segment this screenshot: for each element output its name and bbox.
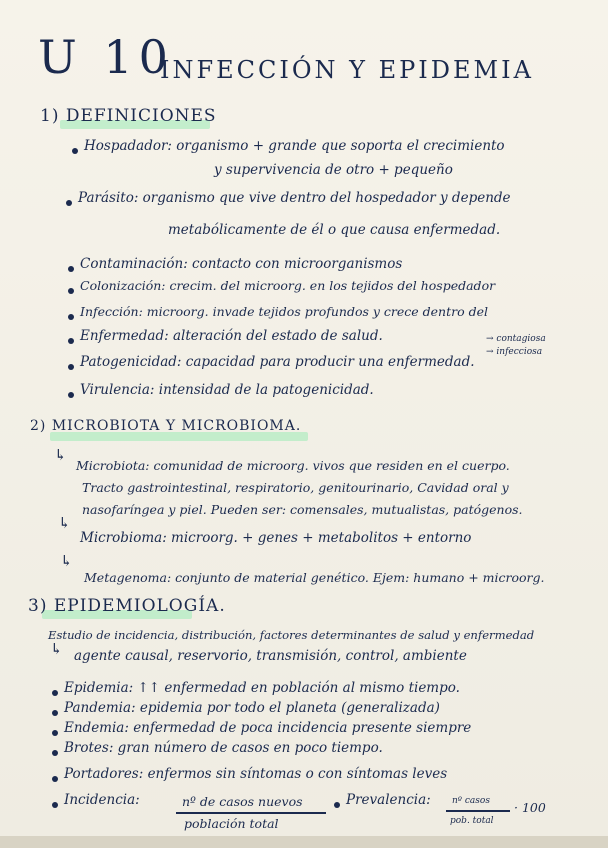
def-parasito-line2: metabólicamente de él o que causa enfermedad.	[168, 222, 501, 238]
prevalencia-numerator: nº casos	[452, 796, 490, 806]
page-bottom-edge	[0, 836, 608, 848]
def-infeccion: Infección: microorg. invade tejidos profundos y crece dentro del	[80, 304, 488, 319]
section-3-heading: 3) EPIDEMIOLOGÍA.	[28, 596, 226, 616]
def-colonizacion: Colonización: crecim. del microorg. en los tejidos del hospedador	[80, 278, 496, 293]
enfermedad-contagiosa: → contagiosa	[486, 334, 546, 344]
bullet	[52, 802, 58, 808]
def-metagenoma: Metagenoma: conjunto de material genético. Ejem: humano + microorg.	[84, 570, 545, 585]
section-2-heading: 2) MICROBIOTA Y MICROBIOMA.	[30, 418, 302, 434]
def-epidemiologia-line2: agente causal, reservorio, transmisión, control, ambiente	[74, 648, 467, 664]
bullet	[68, 314, 74, 320]
def-enfermedad: Enfermedad: alteración del estado de salud.	[80, 328, 383, 344]
def-microbiota-line2: Tracto gastrointestinal, respiratorio, genitourinario, Cavidad oral y	[82, 480, 509, 495]
def-portadores: Portadores: enfermos sin síntomas o con síntomas leves	[64, 766, 448, 782]
arrow-icon: ↳	[60, 552, 73, 570]
def-brotes: Brotes: gran número de casos en poco tiempo.	[64, 740, 383, 756]
prevalencia-denominator: pob. total	[450, 816, 494, 826]
arrow-icon: ↳	[54, 446, 67, 464]
incidencia-numerator: nº de casos nuevos	[182, 794, 303, 809]
def-hospedador-line1: Hospadador: organismo + grande que soporta el crecimiento	[84, 138, 505, 154]
page-title: INFECCIÓN Y EPIDEMIA	[160, 56, 534, 84]
bullet	[68, 392, 74, 398]
prevalencia-label: Prevalencia:	[346, 792, 431, 808]
def-contaminacion: Contaminación: contacto con microorganismos	[80, 256, 403, 272]
def-hospedador-line2: y supervivencia de otro + pequeño	[214, 162, 453, 178]
def-endemia: Endemia: enfermedad de poca incidencia presente siempre	[64, 720, 472, 736]
bullet	[52, 690, 58, 696]
prevalencia-multiplier: · 100	[514, 800, 546, 815]
def-virulencia: Virulencia: intensidad de la patogenicidad.	[80, 382, 374, 398]
incidencia-denominator: población total	[184, 816, 279, 831]
bullet	[68, 364, 74, 370]
arrow-icon: ↳	[58, 514, 71, 532]
bullet	[52, 750, 58, 756]
def-epidemiologia-line1: Estudio de incidencia, distribución, factores determinantes de salud y enfermedad	[48, 628, 535, 642]
incidencia-label: Incidencia:	[64, 792, 140, 808]
bullet	[52, 776, 58, 782]
bullet	[68, 266, 74, 272]
enfermedad-infecciosa: → infecciosa	[486, 347, 543, 357]
def-microbiota-line1: Microbiota: comunidad de microorg. vivos que residen en el cuerpo.	[76, 458, 510, 473]
def-epidemia: Epidemia: ↑↑ enfermedad en población al mismo tiempo.	[64, 680, 460, 696]
def-microbioma: Microbioma: microorg. + genes + metabolitos + entorno	[80, 530, 472, 546]
bullet	[72, 148, 78, 154]
def-pandemia: Pandemia: epidemia por todo el planeta (generalizada)	[64, 700, 440, 716]
fraction-bar	[176, 812, 326, 814]
unit-number: U 10	[38, 30, 174, 84]
arrow-icon: ↳	[50, 640, 63, 658]
fraction-bar	[446, 810, 510, 812]
bullet	[66, 200, 72, 206]
def-patogenicidad: Patogenicidad: capacidad para producir una enfermedad.	[80, 354, 475, 370]
bullet	[68, 338, 74, 344]
bullet	[68, 288, 74, 294]
def-parasito-line1: Parásito: organismo que vive dentro del hospedador y depende	[78, 190, 511, 206]
section-1-heading: 1) DEFINICIONES	[40, 106, 217, 126]
bullet	[334, 802, 340, 808]
bullet	[52, 730, 58, 736]
def-microbiota-line3: nasofaríngea y piel. Pueden ser: comensales, mutualistas, patógenos.	[82, 502, 523, 517]
bullet	[52, 710, 58, 716]
